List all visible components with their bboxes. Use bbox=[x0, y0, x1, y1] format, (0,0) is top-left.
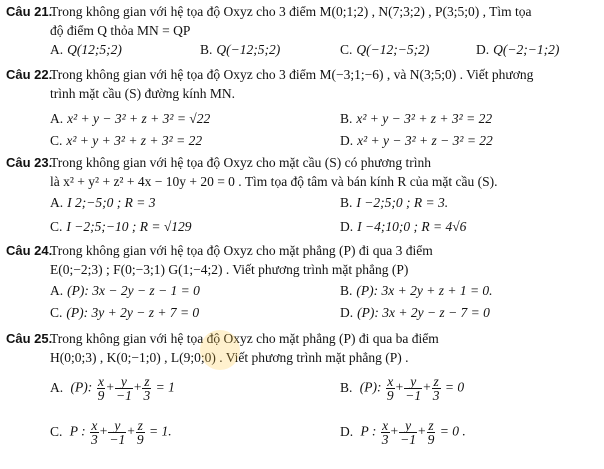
option-label: B. bbox=[340, 195, 353, 210]
option-label: A. bbox=[50, 283, 64, 298]
option-b[interactable]: B. (P): $\frac{x}{9}$ + $\frac{y}{-1}$ + $\frac{z}{3}$ = 0 bbox=[340, 374, 465, 403]
question-number: Câu 22. bbox=[6, 67, 53, 82]
option-b[interactable] bbox=[340, 281, 493, 300]
worksheet bbox=[6, 2, 600, 469]
question-stem bbox=[6, 65, 600, 103]
option-label: D. bbox=[340, 305, 354, 320]
question-line-2: trình mặt cầu (S) đường kính MN. bbox=[50, 86, 236, 101]
option-b[interactable] bbox=[340, 109, 492, 128]
question-stem bbox=[6, 2, 600, 40]
fraction-z: $\frac{z}{9}$ bbox=[136, 418, 144, 447]
option-label: B. bbox=[340, 111, 353, 126]
option-rhs: = 1 bbox=[155, 379, 175, 395]
option-label: C. bbox=[50, 133, 63, 148]
option-c[interactable] bbox=[50, 303, 199, 322]
option-d[interactable] bbox=[476, 40, 559, 59]
fraction-x: $\frac{x}{3}$ bbox=[381, 418, 389, 447]
option-text: x² + y − 3² + z + 3² = √22 bbox=[67, 111, 211, 126]
option-text: Q(12;5;2) bbox=[67, 42, 122, 57]
option-label: A. bbox=[50, 379, 64, 395]
option-label: D. bbox=[340, 423, 354, 439]
question-stem bbox=[6, 329, 600, 367]
option-label: D. bbox=[476, 42, 490, 57]
option-a[interactable] bbox=[50, 193, 155, 212]
option-label: D. bbox=[340, 219, 354, 234]
option-label: B. bbox=[340, 379, 353, 395]
option-text: Q(−12;5;2) bbox=[216, 42, 281, 57]
question-22 bbox=[6, 65, 600, 153]
fraction-y: $\frac{y}{-1}$ bbox=[115, 374, 132, 403]
option-b[interactable] bbox=[200, 40, 280, 59]
option-text: Q(−12;−5;2) bbox=[356, 42, 430, 57]
question-21 bbox=[6, 2, 600, 65]
question-text bbox=[50, 329, 600, 367]
option-prefix: (P): bbox=[70, 379, 93, 395]
option-label: A. bbox=[50, 42, 64, 57]
option-text: x² + y − 3² + z + 3² = 22 bbox=[356, 111, 493, 126]
option-a[interactable] bbox=[50, 281, 200, 300]
option-rhs: = 0 bbox=[444, 379, 465, 395]
option-text: I −2;5;−10 ; R = √129 bbox=[66, 219, 192, 234]
option-label: A. bbox=[50, 111, 64, 126]
option-label: C. bbox=[340, 42, 353, 57]
option-label: B. bbox=[200, 42, 213, 57]
option-label: C. bbox=[50, 219, 63, 234]
fraction-y: $\frac{y}{-1}$ bbox=[109, 418, 126, 447]
option-text: I 2;−5;0 ; R = 3 bbox=[67, 195, 156, 210]
watermark-sun-icon bbox=[200, 330, 240, 370]
question-text bbox=[50, 241, 600, 279]
option-prefix: P : bbox=[69, 423, 86, 439]
fraction-y: $\frac{y}{-1}$ bbox=[400, 418, 416, 447]
question-number: Câu 21. bbox=[6, 4, 53, 19]
option-a[interactable]: A. (P): $\frac{x}{9}$ + $\frac{y}{-1}$ + $\frac{z}{3}$ = 1 bbox=[50, 374, 175, 403]
option-text: x² + y − 3² + z − 3² = 22 bbox=[357, 133, 493, 148]
fraction-y: $\frac{y}{-1}$ bbox=[405, 374, 422, 403]
question-25 bbox=[6, 329, 600, 469]
question-line-1: Trong không gian với hệ tọa độ Oxyz cho mặt phẳng (P) đi qua ba điểm bbox=[50, 331, 439, 346]
question-24 bbox=[6, 241, 600, 329]
question-line-1: Trong không gian với hệ tọa độ Oxyz cho mặt cầu (S) có phương trình bbox=[50, 155, 432, 170]
option-text: Q(−2;−1;2) bbox=[493, 42, 560, 57]
question-line-2: là x² + y² + z² + 4x − 10y + 20 = 0 . Tìm tọa độ tâm và bán kính R của mặt cầu (S). bbox=[50, 174, 498, 189]
option-rhs: = 1. bbox=[149, 423, 172, 439]
fraction-z: $\frac{z}{3}$ bbox=[143, 374, 151, 403]
option-a[interactable] bbox=[50, 109, 210, 128]
option-d[interactable] bbox=[340, 131, 493, 150]
question-line-2: độ điểm Q thỏa MN = QP bbox=[50, 23, 191, 38]
question-text bbox=[50, 2, 600, 40]
option-label: D. bbox=[340, 133, 354, 148]
option-label: C. bbox=[50, 423, 63, 439]
option-d[interactable] bbox=[340, 303, 490, 322]
option-d[interactable] bbox=[340, 217, 466, 236]
option-prefix: P : bbox=[360, 423, 377, 439]
fraction-z: $\frac{z}{9}$ bbox=[427, 418, 435, 447]
question-line-1: Trong không gian với hệ tọa độ Oxyz cho mặt phẳng (P) đi qua 3 điểm bbox=[50, 243, 433, 258]
option-d[interactable]: D. P : $\frac{x}{3}$ + $\frac{y}{-1}$ + $\frac{z}{9}$ = 0 . bbox=[340, 418, 466, 447]
option-prefix: (P): bbox=[359, 379, 382, 395]
question-line-2: E(0;−2;3) ; F(0;−3;1) G(1;−4;2) . Viết phương trình mặt phẳng (P) bbox=[50, 262, 409, 277]
option-label: A. bbox=[50, 195, 64, 210]
fraction-z: $\frac{z}{3}$ bbox=[432, 374, 440, 403]
option-text: (P): 3x + 2y + z + 1 = 0. bbox=[356, 283, 493, 298]
option-c[interactable] bbox=[50, 131, 202, 150]
option-label: C. bbox=[50, 305, 63, 320]
question-stem bbox=[6, 241, 600, 279]
question-number: Câu 24. bbox=[6, 243, 53, 258]
option-c[interactable] bbox=[50, 217, 191, 236]
fraction-x: $\frac{x}{3}$ bbox=[91, 418, 98, 447]
fraction-x: $\frac{x}{9}$ bbox=[97, 374, 105, 403]
question-text bbox=[50, 65, 600, 103]
question-number: Câu 23. bbox=[6, 155, 53, 170]
question-line-1: Trong không gian với hệ tọa độ Oxyz cho 3 điểm M(−3;1;−6) , và N(3;5;0) . Viết phương bbox=[50, 67, 534, 82]
question-text bbox=[50, 153, 600, 191]
option-text: I −4;10;0 ; R = 4√6 bbox=[357, 219, 467, 234]
option-c[interactable]: C. P : $\frac{x}{3}$ + $\frac{y}{-1}$ + $\frac{z}{9}$ = 1. bbox=[50, 418, 172, 447]
option-text: x² + y + 3² + z + 3² = 22 bbox=[66, 133, 203, 148]
option-a[interactable] bbox=[50, 40, 122, 59]
question-23 bbox=[6, 153, 600, 241]
option-text: I −2;5;0 ; R = 3. bbox=[356, 195, 449, 210]
question-stem bbox=[6, 153, 600, 191]
question-line-2: H(0;0;3) , K(0;−1;0) , L(9;0;0) . Viết phương trình mặt phẳng (P) . bbox=[50, 350, 409, 365]
option-text: (P): 3x − 2y − z − 1 = 0 bbox=[67, 283, 200, 298]
option-rhs: = 0 . bbox=[439, 423, 466, 439]
question-line-1: Trong không gian với hệ tọa độ Oxyz cho 3 điểm M(0;1;2) , N(7;3;2) , P(3;5;0) , Tìm tọa bbox=[50, 4, 532, 19]
option-text: (P): 3y + 2y − z + 7 = 0 bbox=[66, 305, 200, 320]
option-label: B. bbox=[340, 283, 353, 298]
option-text: (P): 3x + 2y − z − 7 = 0 bbox=[357, 305, 490, 320]
question-number: Câu 25. bbox=[6, 331, 53, 346]
option-c[interactable] bbox=[340, 40, 429, 59]
option-b[interactable] bbox=[340, 193, 448, 212]
fraction-x: $\frac{x}{9}$ bbox=[386, 374, 394, 403]
